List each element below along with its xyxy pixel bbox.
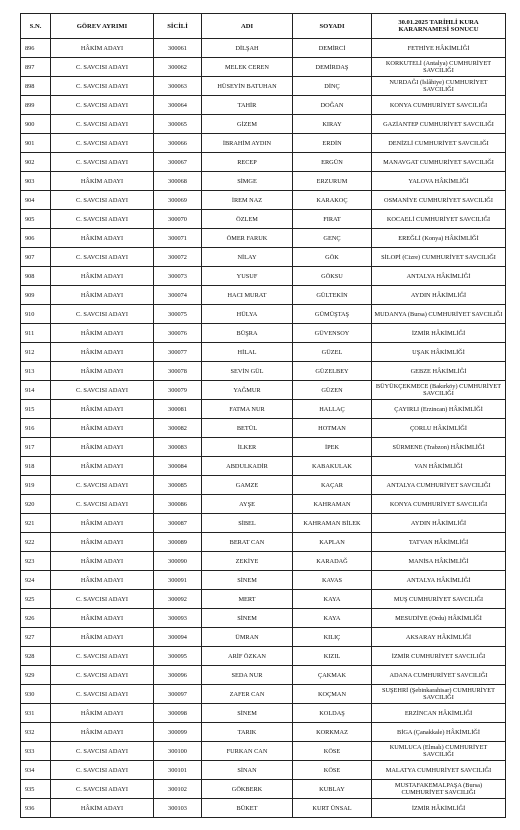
cell-sonuc: KORKUTELİ (Antalya) CUMHURİYET SAVCILIĞI: [372, 58, 506, 77]
table-row: [21, 685, 506, 704]
cell-sn: 914: [21, 381, 51, 400]
cell-sicil: 300064: [154, 96, 202, 115]
cell-sn: 932: [21, 723, 51, 742]
cell-adi: YUSUF: [202, 267, 293, 286]
cell-soyadi: KAPLAN: [293, 533, 372, 552]
cell-sn: 899: [21, 96, 51, 115]
cell-gorev: C. SAVCISI ADAYI: [51, 96, 154, 115]
cell-gorev: HÂKİM ADAYI: [51, 438, 154, 457]
header-adi: ADI: [202, 14, 293, 39]
table-row: [21, 761, 506, 780]
cell-gorev: HÂKİM ADAYI: [51, 267, 154, 286]
cell-sn: 936: [21, 799, 51, 818]
cell-sonuc: ANTALYA CUMHURİYET SAVCILIĞI: [372, 476, 506, 495]
header-soyadi: SOYADI: [293, 14, 372, 39]
cell-adi: HÜLYA: [202, 305, 293, 324]
cell-gorev: HÂKİM ADAYI: [51, 172, 154, 191]
header-gorev: GÖREV AYRIMI: [51, 14, 154, 39]
cell-gorev: C. SAVCISI ADAYI: [51, 381, 154, 400]
table-row: [21, 742, 506, 761]
table-row: [21, 191, 506, 210]
cell-sonuc: ÇORLU HÂKİMLİĞİ: [372, 419, 506, 438]
table-row: [21, 495, 506, 514]
cell-adi: MERT: [202, 590, 293, 609]
cell-adi: YAĞMUR: [202, 381, 293, 400]
cell-sicil: 300068: [154, 172, 202, 191]
cell-adi: ÖMER FARUK: [202, 229, 293, 248]
kura-results-table: [20, 13, 506, 818]
cell-gorev: C. SAVCISI ADAYI: [51, 685, 154, 704]
cell-sonuc: ÇAYIRLI (Erzincan) HÂKİMLİĞİ: [372, 400, 506, 419]
cell-gorev: C. SAVCISI ADAYI: [51, 153, 154, 172]
cell-sonuc: GEBZE HÂKİMLİĞİ: [372, 362, 506, 381]
cell-sicil: 300093: [154, 609, 202, 628]
cell-soyadi: GENÇ: [293, 229, 372, 248]
table-row: [21, 438, 506, 457]
cell-adi: GİZEM: [202, 115, 293, 134]
cell-sicil: 300062: [154, 58, 202, 77]
cell-sn: 915: [21, 400, 51, 419]
cell-soyadi: KOLDAŞ: [293, 704, 372, 723]
cell-sonuc: MANİSA HÂKİMLİĞİ: [372, 552, 506, 571]
cell-sonuc: AYDIN HÂKİMLİĞİ: [372, 514, 506, 533]
cell-sicil: 300061: [154, 39, 202, 58]
cell-gorev: HÂKİM ADAYI: [51, 514, 154, 533]
cell-adi: ABDULKADİR: [202, 457, 293, 476]
cell-sn: 904: [21, 191, 51, 210]
table-row: [21, 96, 506, 115]
cell-sonuc: UŞAK HÂKİMLİĞİ: [372, 343, 506, 362]
cell-sicil: 300063: [154, 77, 202, 96]
cell-sicil: 300065: [154, 115, 202, 134]
cell-sicil: 300069: [154, 191, 202, 210]
cell-adi: SİNAN: [202, 761, 293, 780]
cell-adi: SİNEM: [202, 609, 293, 628]
cell-gorev: C. SAVCISI ADAYI: [51, 210, 154, 229]
cell-gorev: HÂKİM ADAYI: [51, 324, 154, 343]
cell-sicil: 300081: [154, 400, 202, 419]
cell-sn: 902: [21, 153, 51, 172]
cell-gorev: HÂKİM ADAYI: [51, 39, 154, 58]
cell-sicil: 300070: [154, 210, 202, 229]
table-row: [21, 210, 506, 229]
cell-soyadi: KAHRAMAN BİLEK: [293, 514, 372, 533]
cell-adi: SİNEM: [202, 571, 293, 590]
cell-adi: ZAFER CAN: [202, 685, 293, 704]
cell-gorev: C. SAVCISI ADAYI: [51, 115, 154, 134]
cell-adi: DİLŞAH: [202, 39, 293, 58]
table-row: [21, 609, 506, 628]
cell-sn: 903: [21, 172, 51, 191]
cell-soyadi: DEMİRDAŞ: [293, 58, 372, 77]
table-row: [21, 533, 506, 552]
cell-sn: 896: [21, 39, 51, 58]
cell-gorev: HÂKİM ADAYI: [51, 723, 154, 742]
table-row: [21, 39, 506, 58]
cell-gorev: C. SAVCISI ADAYI: [51, 476, 154, 495]
cell-adi: SİMGE: [202, 172, 293, 191]
table-row: [21, 647, 506, 666]
cell-sn: 906: [21, 229, 51, 248]
cell-gorev: C. SAVCISI ADAYI: [51, 77, 154, 96]
cell-soyadi: KAYA: [293, 590, 372, 609]
cell-gorev: C. SAVCISI ADAYI: [51, 58, 154, 77]
cell-gorev: C. SAVCISI ADAYI: [51, 191, 154, 210]
cell-gorev: C. SAVCISI ADAYI: [51, 761, 154, 780]
cell-sicil: 300082: [154, 419, 202, 438]
cell-adi: GAMZE: [202, 476, 293, 495]
cell-sonuc: MESUDİYE (Ordu) HÂKİMLİĞİ: [372, 609, 506, 628]
cell-gorev: C. SAVCISI ADAYI: [51, 742, 154, 761]
cell-soyadi: KIZIL: [293, 647, 372, 666]
cell-sn: 925: [21, 590, 51, 609]
cell-sicil: 300098: [154, 704, 202, 723]
cell-soyadi: DOĞAN: [293, 96, 372, 115]
table-row: [21, 343, 506, 362]
cell-adi: FATMA NUR: [202, 400, 293, 419]
cell-sn: 928: [21, 647, 51, 666]
cell-sicil: 300067: [154, 153, 202, 172]
cell-sonuc: MUŞ CUMHURİYET SAVCILIĞI: [372, 590, 506, 609]
cell-sonuc: TATVAN HÂKİMLİĞİ: [372, 533, 506, 552]
cell-adi: HÜSEYİN BATUHAN: [202, 77, 293, 96]
cell-sn: 916: [21, 419, 51, 438]
cell-gorev: HÂKİM ADAYI: [51, 628, 154, 647]
cell-adi: GÖKBERK: [202, 780, 293, 799]
cell-sn: 923: [21, 552, 51, 571]
table-row: [21, 115, 506, 134]
cell-sicil: 300087: [154, 514, 202, 533]
cell-soyadi: GÖK: [293, 248, 372, 267]
table-row: [21, 267, 506, 286]
cell-sn: 908: [21, 267, 51, 286]
cell-sonuc: ANTALYA HÂKİMLİĞİ: [372, 267, 506, 286]
cell-soyadi: KAÇAR: [293, 476, 372, 495]
cell-adi: ZEKİYE: [202, 552, 293, 571]
cell-sn: 907: [21, 248, 51, 267]
cell-soyadi: DİNÇ: [293, 77, 372, 96]
cell-soyadi: KIRAY: [293, 115, 372, 134]
cell-soyadi: KAYA: [293, 609, 372, 628]
cell-sicil: 300073: [154, 267, 202, 286]
cell-sonuc: KOCAELİ CUMHURİYET SAVCILIĞI: [372, 210, 506, 229]
cell-sicil: 300095: [154, 647, 202, 666]
cell-soyadi: KÖSE: [293, 742, 372, 761]
cell-soyadi: ERDİN: [293, 134, 372, 153]
cell-sicil: 300090: [154, 552, 202, 571]
cell-sonuc: BÜYÜKÇEKMECE (Bakırköy) CUMHURİYET SAVCILIĞI: [372, 381, 506, 400]
cell-adi: SİNEM: [202, 704, 293, 723]
cell-sonuc: İZMİR HÂKİMLİĞİ: [372, 799, 506, 818]
cell-sonuc: SİLOPİ (Cizre) CUMHURİYET SAVCILIĞI: [372, 248, 506, 267]
cell-soyadi: ERGÜN: [293, 153, 372, 172]
cell-sonuc: DENİZLİ CUMHURİYET SAVCILIĞI: [372, 134, 506, 153]
cell-sonuc: KONYA CUMHURİYET SAVCILIĞI: [372, 495, 506, 514]
cell-gorev: C. SAVCISI ADAYI: [51, 134, 154, 153]
cell-gorev: HÂKİM ADAYI: [51, 457, 154, 476]
cell-soyadi: KORKMAZ: [293, 723, 372, 742]
table-header: [21, 14, 506, 39]
cell-soyadi: KURT ÜNSAL: [293, 799, 372, 818]
table-row: [21, 476, 506, 495]
table-row: [21, 723, 506, 742]
cell-adi: BERAT CAN: [202, 533, 293, 552]
cell-adi: HİLAL: [202, 343, 293, 362]
cell-soyadi: KUBLAY: [293, 780, 372, 799]
cell-adi: AYŞE: [202, 495, 293, 514]
cell-adi: TARIK: [202, 723, 293, 742]
cell-gorev: C. SAVCISI ADAYI: [51, 780, 154, 799]
cell-sicil: 300077: [154, 343, 202, 362]
table-row: [21, 229, 506, 248]
cell-adi: ARİF ÖZKAN: [202, 647, 293, 666]
cell-sn: 933: [21, 742, 51, 761]
cell-soyadi: KARAKOÇ: [293, 191, 372, 210]
cell-sicil: 300096: [154, 666, 202, 685]
cell-sn: 910: [21, 305, 51, 324]
cell-sicil: 300079: [154, 381, 202, 400]
cell-sicil: 300102: [154, 780, 202, 799]
cell-sn: 927: [21, 628, 51, 647]
cell-sonuc: GAZİANTEP CUMHURİYET SAVCILIĞI: [372, 115, 506, 134]
cell-sonuc: BİGA (Çanakkale) HÂKİMLİĞİ: [372, 723, 506, 742]
cell-adi: FURKAN CAN: [202, 742, 293, 761]
table-row: [21, 248, 506, 267]
cell-gorev: HÂKİM ADAYI: [51, 343, 154, 362]
cell-soyadi: HALLAÇ: [293, 400, 372, 419]
table-row: [21, 381, 506, 400]
cell-sicil: 300084: [154, 457, 202, 476]
cell-soyadi: KABAKULAK: [293, 457, 372, 476]
cell-sicil: 300074: [154, 286, 202, 305]
cell-gorev: HÂKİM ADAYI: [51, 229, 154, 248]
table-row: [21, 362, 506, 381]
cell-sn: 898: [21, 77, 51, 96]
cell-sicil: 300071: [154, 229, 202, 248]
cell-sicil: 300076: [154, 324, 202, 343]
cell-adi: ÜMRAN: [202, 628, 293, 647]
cell-soyadi: GÖKSU: [293, 267, 372, 286]
cell-sonuc: KUMLUCA (Elmalı) CUMHURİYET SAVCILIĞI: [372, 742, 506, 761]
table-row: [21, 134, 506, 153]
table-row: [21, 58, 506, 77]
cell-sn: 900: [21, 115, 51, 134]
cell-sn: 934: [21, 761, 51, 780]
cell-sicil: 300089: [154, 533, 202, 552]
cell-sicil: 300092: [154, 590, 202, 609]
cell-sicil: 300101: [154, 761, 202, 780]
cell-adi: SEDA NUR: [202, 666, 293, 685]
cell-sn: 919: [21, 476, 51, 495]
cell-sn: 918: [21, 457, 51, 476]
cell-sonuc: İZMİR CUMHURİYET SAVCILIĞI: [372, 647, 506, 666]
cell-gorev: HÂKİM ADAYI: [51, 571, 154, 590]
cell-soyadi: KOÇMAN: [293, 685, 372, 704]
cell-sn: 917: [21, 438, 51, 457]
cell-sn: 912: [21, 343, 51, 362]
table-row: [21, 780, 506, 799]
table-row: [21, 172, 506, 191]
cell-gorev: HÂKİM ADAYI: [51, 286, 154, 305]
header-sn: S.N.: [21, 14, 51, 39]
cell-sonuc: SUŞEHRİ (Şebinkarahisar) CUMHURİYET SAVCILIĞI: [372, 685, 506, 704]
cell-adi: HACI MURAT: [202, 286, 293, 305]
cell-soyadi: ÇAKMAK: [293, 666, 372, 685]
cell-sonuc: KONYA CUMHURİYET SAVCILIĞI: [372, 96, 506, 115]
cell-sonuc: YALOVA HÂKİMLİĞİ: [372, 172, 506, 191]
table-row: [21, 400, 506, 419]
cell-sonuc: AYDIN HÂKİMLİĞİ: [372, 286, 506, 305]
cell-adi: MELEK CEREN: [202, 58, 293, 77]
cell-soyadi: FIRAT: [293, 210, 372, 229]
cell-soyadi: GÜZEN: [293, 381, 372, 400]
cell-sicil: 300100: [154, 742, 202, 761]
cell-soyadi: GÜZEL: [293, 343, 372, 362]
cell-sn: 920: [21, 495, 51, 514]
cell-sicil: 300094: [154, 628, 202, 647]
cell-sn: 911: [21, 324, 51, 343]
cell-gorev: HÂKİM ADAYI: [51, 609, 154, 628]
table-row: [21, 324, 506, 343]
cell-gorev: C. SAVCISI ADAYI: [51, 495, 154, 514]
cell-sicil: 300099: [154, 723, 202, 742]
table-row: [21, 571, 506, 590]
table-row: [21, 77, 506, 96]
cell-sonuc: İZMİR HÂKİMLİĞİ: [372, 324, 506, 343]
table-row: [21, 666, 506, 685]
cell-soyadi: İPEK: [293, 438, 372, 457]
cell-sonuc: ANTALYA HÂKİMLİĞİ: [372, 571, 506, 590]
table-row: [21, 153, 506, 172]
table-row: [21, 628, 506, 647]
cell-gorev: C. SAVCISI ADAYI: [51, 305, 154, 324]
cell-gorev: HÂKİM ADAYI: [51, 704, 154, 723]
header-row: [21, 14, 506, 39]
table-body: [21, 39, 506, 818]
cell-soyadi: GÜLTEKİN: [293, 286, 372, 305]
cell-sicil: 300066: [154, 134, 202, 153]
cell-sicil: 300097: [154, 685, 202, 704]
cell-sicil: 300083: [154, 438, 202, 457]
cell-gorev: HÂKİM ADAYI: [51, 799, 154, 818]
cell-soyadi: KÖSE: [293, 761, 372, 780]
cell-sonuc: VAN HÂKİMLİĞİ: [372, 457, 506, 476]
cell-sn: 935: [21, 780, 51, 799]
cell-sn: 921: [21, 514, 51, 533]
cell-sicil: 300085: [154, 476, 202, 495]
cell-sn: 897: [21, 58, 51, 77]
cell-gorev: C. SAVCISI ADAYI: [51, 248, 154, 267]
cell-sonuc: MUSTAFAKEMALPAŞA (Bursa) CUMHURİYET SAVCILIĞI: [372, 780, 506, 799]
cell-sn: 926: [21, 609, 51, 628]
table-row: [21, 590, 506, 609]
cell-adi: BETÜL: [202, 419, 293, 438]
cell-gorev: C. SAVCISI ADAYI: [51, 647, 154, 666]
cell-gorev: HÂKİM ADAYI: [51, 552, 154, 571]
cell-gorev: HÂKİM ADAYI: [51, 419, 154, 438]
cell-sn: 913: [21, 362, 51, 381]
cell-gorev: HÂKİM ADAYI: [51, 533, 154, 552]
table-row: [21, 305, 506, 324]
cell-sn: 922: [21, 533, 51, 552]
cell-gorev: HÂKİM ADAYI: [51, 362, 154, 381]
cell-gorev: C. SAVCISI ADAYI: [51, 666, 154, 685]
cell-sn: 930: [21, 685, 51, 704]
cell-sonuc: MUDANYA (Bursa) CUMHURİYET SAVCILIĞI: [372, 305, 506, 324]
cell-sonuc: AKSARAY HÂKİMLİĞİ: [372, 628, 506, 647]
cell-sonuc: ERZİNCAN HÂKİMLİĞİ: [372, 704, 506, 723]
cell-sonuc: MANAVGAT CUMHURİYET SAVCILIĞI: [372, 153, 506, 172]
table-row: [21, 419, 506, 438]
cell-sicil: 300091: [154, 571, 202, 590]
cell-adi: SEVİN GÜL: [202, 362, 293, 381]
cell-adi: İBRAHİM AYDIN: [202, 134, 293, 153]
cell-adi: NİLAY: [202, 248, 293, 267]
cell-sicil: 300086: [154, 495, 202, 514]
cell-adi: İREM NAZ: [202, 191, 293, 210]
cell-sonuc: SÜRMENE (Trabzon) HÂKİMLİĞİ: [372, 438, 506, 457]
cell-adi: İLKER: [202, 438, 293, 457]
table-row: [21, 514, 506, 533]
cell-adi: BÜŞRA: [202, 324, 293, 343]
table-row: [21, 286, 506, 305]
cell-gorev: HÂKİM ADAYI: [51, 400, 154, 419]
cell-sn: 905: [21, 210, 51, 229]
cell-sicil: 300103: [154, 799, 202, 818]
cell-soyadi: GÜMÜŞTAŞ: [293, 305, 372, 324]
cell-adi: RECEP: [202, 153, 293, 172]
cell-adi: ÖZLEM: [202, 210, 293, 229]
cell-sonuc: NURDAĞI (İslâhiye) CUMHURİYET SAVCILIĞI: [372, 77, 506, 96]
cell-sn: 929: [21, 666, 51, 685]
cell-sn: 901: [21, 134, 51, 153]
cell-sonuc: EREĞLİ (Konya) HÂKİMLİĞİ: [372, 229, 506, 248]
cell-sn: 909: [21, 286, 51, 305]
table-row: [21, 552, 506, 571]
cell-adi: SİBEL: [202, 514, 293, 533]
cell-soyadi: GÜVENSOY: [293, 324, 372, 343]
cell-sicil: 300075: [154, 305, 202, 324]
cell-soyadi: DEMİRCİ: [293, 39, 372, 58]
cell-soyadi: KILIÇ: [293, 628, 372, 647]
cell-sonuc: FETHİYE HÂKİMLİĞİ: [372, 39, 506, 58]
cell-soyadi: GÜZELBEY: [293, 362, 372, 381]
cell-sonuc: OSMANİYE CUMHURİYET SAVCILIĞI: [372, 191, 506, 210]
cell-sicil: 300078: [154, 362, 202, 381]
cell-adi: TAHİR: [202, 96, 293, 115]
cell-adi: BÜKET: [202, 799, 293, 818]
document-sheet: [20, 13, 506, 818]
table-row: [21, 799, 506, 818]
table-row: [21, 704, 506, 723]
cell-soyadi: KAHRAMAN: [293, 495, 372, 514]
cell-sn: 924: [21, 571, 51, 590]
cell-sn: 931: [21, 704, 51, 723]
cell-sonuc: MALATYA CUMHURİYET SAVCILIĞI: [372, 761, 506, 780]
cell-sicil: 300072: [154, 248, 202, 267]
header-sonuc: 30.01.2025 TARİHLİ KURA KARARNAMESİ SONUCU: [372, 14, 506, 39]
table-row: [21, 457, 506, 476]
cell-soyadi: HOTMAN: [293, 419, 372, 438]
cell-soyadi: KARADAĞ: [293, 552, 372, 571]
cell-sonuc: ADANA CUMHURİYET SAVCILIĞI: [372, 666, 506, 685]
cell-soyadi: ERZURUM: [293, 172, 372, 191]
header-sicil: SİCİLİ: [154, 14, 202, 39]
cell-soyadi: KAVAS: [293, 571, 372, 590]
cell-gorev: C. SAVCISI ADAYI: [51, 590, 154, 609]
